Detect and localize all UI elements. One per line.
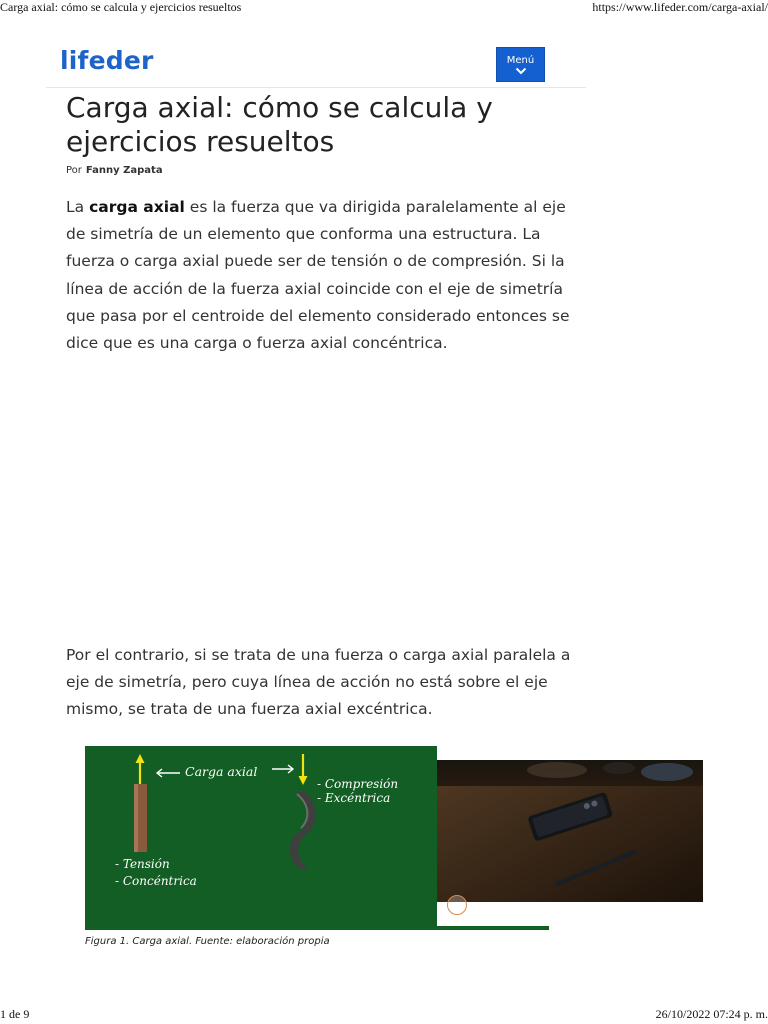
figure-drawing xyxy=(85,746,437,930)
print-datetime: 26/10/2022 07:24 p. m. xyxy=(655,1007,768,1021)
site-logo[interactable]: lifeder xyxy=(60,46,154,75)
print-page-title: Carga axial: cómo se calcula y ejercicios resueltos xyxy=(0,0,242,14)
label-excentrica: - Excéntrica xyxy=(317,791,391,805)
byline-prefix: Por xyxy=(66,165,82,176)
print-page-url: https://www.lifeder.com/carga-axial/ xyxy=(592,0,768,14)
author-link[interactable]: Fanny Zapata xyxy=(85,165,163,176)
intro-text-post: es la fuerza que va dirigida paralelamente al eje de simetría de un elemento que conforma una estructura. La fuerza o carga axial puede ser de tensión o de compresión. Si la línea de acción de la fuerza axial coincide con el eje de simetría que pasa por el centroide del elemento considerado entonces se dice que es una carga o fuerza axial concéntrica. xyxy=(66,198,570,353)
figure-caption: Figura 1. Carga axial. Fuente: elaboración propia xyxy=(85,936,330,947)
keyword-carga-axial: carga axial xyxy=(89,198,185,216)
label-carga-axial: Carga axial xyxy=(185,764,258,779)
label-tension: - Tensión xyxy=(115,857,170,871)
intro-paragraph xyxy=(66,194,571,357)
chevron-down-icon xyxy=(515,67,527,75)
figure-bottom-border xyxy=(85,926,549,930)
print-page-number: 1 de 9 xyxy=(0,1007,30,1021)
ad-image-phone-on-table[interactable] xyxy=(437,760,703,902)
second-paragraph: Por el contrario, si se trata de una fuerza o carga axial paralela a eje de simetría, pero cuya línea de acción no está sobre el eje mismo, se trata de una fuerza axial excéntrica. xyxy=(66,646,571,719)
label-compresion: - Compresión xyxy=(317,777,399,791)
print-header xyxy=(0,0,768,16)
eccentric-bar xyxy=(290,792,316,870)
byline xyxy=(66,165,163,176)
header-divider xyxy=(46,87,586,88)
label-concentrica: - Concéntrica xyxy=(115,874,197,888)
ad-photo-drawing xyxy=(437,760,703,902)
figure-carga-axial xyxy=(85,746,437,930)
intro-text-pre: La xyxy=(66,198,90,216)
menu-button-label: Menú xyxy=(506,55,535,66)
menu-button[interactable] xyxy=(496,47,545,82)
article-title: Carga axial: cómo se calcula y ejercicios resueltos xyxy=(66,91,493,158)
print-footer xyxy=(0,1008,768,1024)
ad-choices-icon[interactable] xyxy=(447,895,467,915)
